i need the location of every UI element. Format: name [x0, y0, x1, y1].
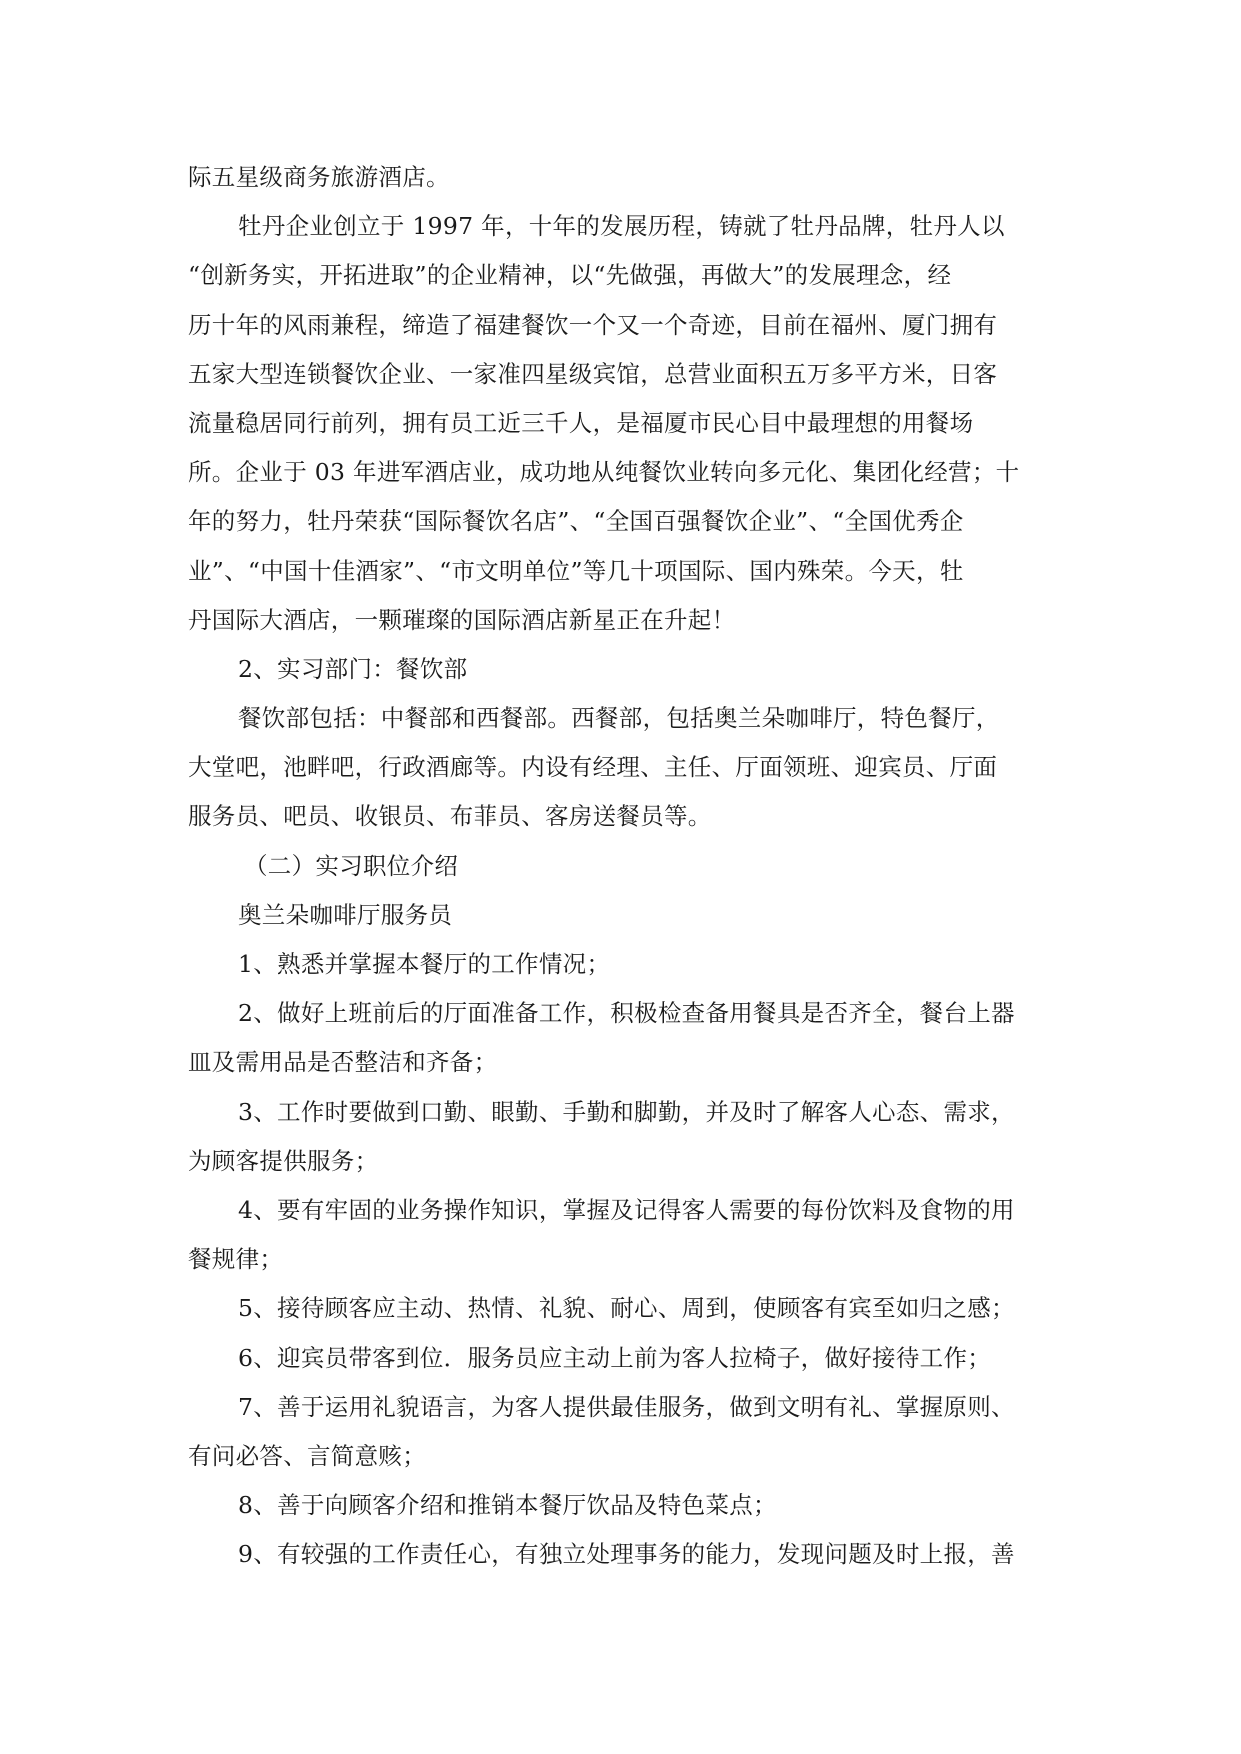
list-item: 6、迎宾员带客到位．服务员应主动上前为客人拉椅子，做好接待工作； — [238, 1343, 992, 1372]
position-title: 奥兰朵咖啡厅服务员 — [238, 900, 453, 929]
text-line: 大堂吧，池畔吧，行政酒廊等。内设有经理、主任、厅面领班、迎宾员、厅面 — [188, 753, 998, 782]
text-line: 服务员、吧员、收银员、布菲员、客房送餐员等。 — [188, 802, 712, 831]
list-item: 3、工作时要做到口勤、眼勤、手勤和脚勤，并及时了解客人心态、需求， — [238, 1097, 1015, 1126]
text-line: 五家大型连锁餐饮企业、一家准四星级宾馆，总营业面积五万多平方米，日客 — [188, 359, 998, 388]
text-line: 年的努力，牡丹荣获“国际餐饮名店”、“全国百强餐饮企业”、“全国优秀企 — [188, 507, 964, 536]
text-line: 丹国际大酒店，一颗璀璨的国际酒店新星正在升起！ — [188, 605, 736, 634]
text-line: “创新务实，开拓进取”的企业精神，以“先做强，再做大”的发展理念，经 — [188, 261, 952, 290]
text-line: 牡丹企业创立于 1997 年，十年的发展历程，铸就了牡丹品牌，牡丹人以 — [238, 212, 1005, 241]
list-item: 2、做好上班前后的厅面准备工作，积极检查备用餐具是否齐全，餐台上器 — [238, 999, 1015, 1028]
text-line: 历十年的风雨兼程，缔造了福建餐饮一个又一个奇迹，目前在福州、厦门拥有 — [188, 310, 998, 339]
section-heading: 2、实习部门：餐饮部 — [238, 654, 468, 683]
list-item-continuation: 餐规律； — [188, 1245, 284, 1274]
list-item: 1、熟悉并掌握本餐厅的工作情况； — [238, 950, 611, 978]
list-item: 9、有较强的工作责任心，有独立处理事务的能力，发现问题及时上报，善 — [238, 1540, 1015, 1569]
text-line: 业”、“中国十佳酒家”、“市文明单位”等几十项国际、国内殊荣。今天，牡 — [188, 556, 964, 585]
text-line: 餐饮部包括：中餐部和西餐部。西餐部，包括奥兰朵咖啡厅，特色餐厅， — [238, 704, 1000, 733]
list-item-continuation: 皿及需用品是否整洁和齐备； — [188, 1048, 498, 1077]
text-line: 所。企业于 03 年进军酒店业，成功地从纯餐饮业转向多元化、集团化经营；十 — [188, 458, 1020, 487]
list-item: 4、要有牢固的业务操作知识，掌握及记得客人需要的每份饮料及食物的用 — [238, 1195, 1015, 1224]
list-item: 5、接待顾客应主动、热情、礼貌、耐心、周到，使顾客有宾至如归之感； — [238, 1294, 1015, 1323]
list-item: 7、善于运用礼貌语言，为客人提供最佳服务，做到文明有礼、掌握原则、 — [238, 1392, 1015, 1421]
list-item-continuation: 为顾客提供服务； — [188, 1146, 379, 1175]
document-body — [188, 153, 1056, 1579]
text-line: 际五星级商务旅游酒店。 — [188, 163, 450, 191]
list-item-continuation: 有问必答、言简意赅； — [188, 1441, 426, 1470]
text-line: 流量稳居同行前列，拥有员工近三千人，是福厦市民心目中最理想的用餐场 — [188, 408, 974, 437]
list-item: 8、善于向顾客介绍和推销本餐厅饮品及特色菜点； — [238, 1491, 777, 1520]
section-heading: （二）实习职位介绍 — [244, 851, 459, 880]
